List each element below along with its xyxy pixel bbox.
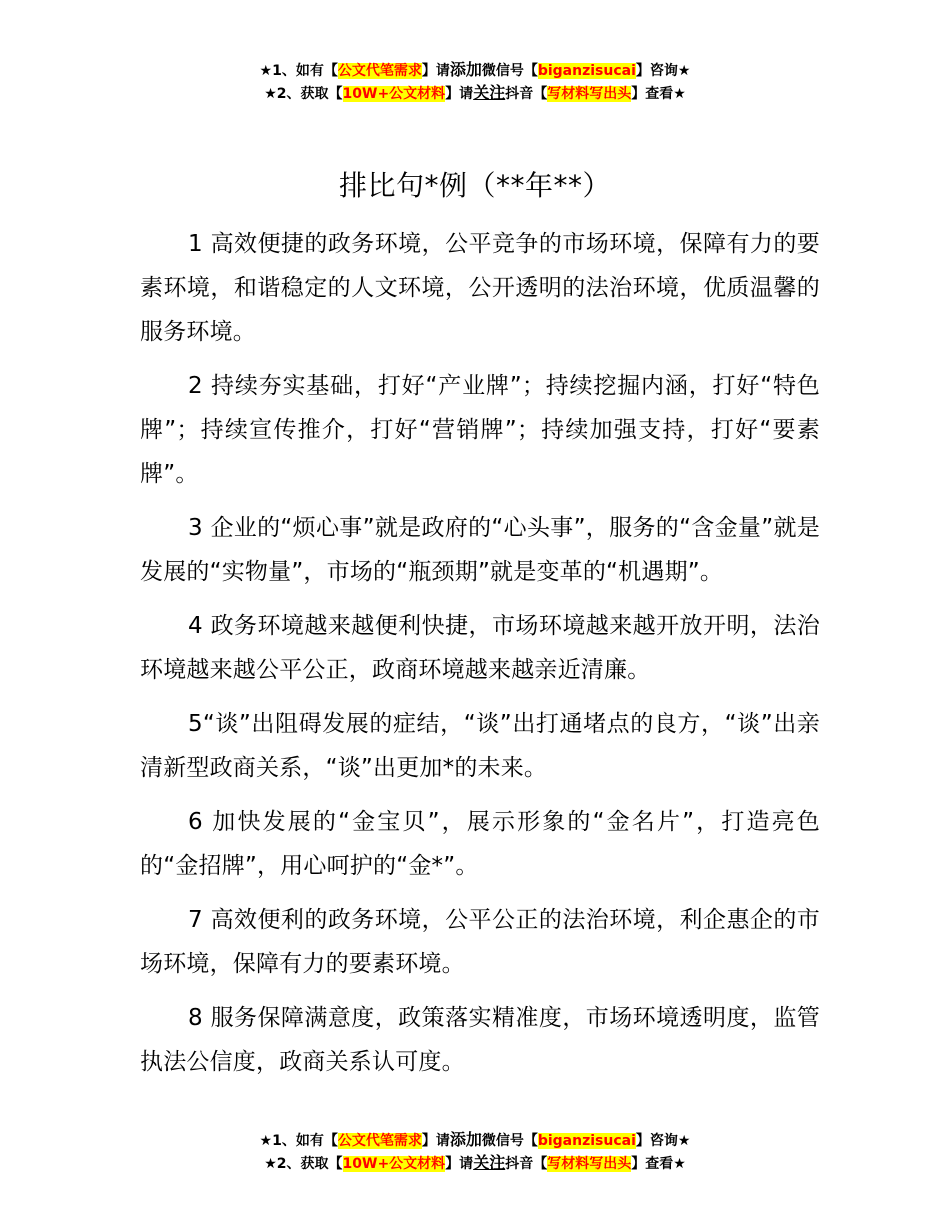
paragraph-3: 3 企业的“烦心事”就是政府的“心头事”，服务的“含金量”就是发展的“实物量”，市场的“瓶颈期”就是变革的“机遇期”。 [140,515,820,585]
banner-line-1: ★1、如有【公文代笔需求】请添加微信号【biganzisucai】咨询★ [259,1130,691,1149]
paragraph-4: 4 政务环境越来越便利快捷，市场环境越来越开放开明，法治环境越来越公平公正，政商环境越来越亲近清廉。 [140,613,820,683]
paragraph-7: 7 高效便利的政务环境，公平公正的法治环境，利企惠企的市场环境，保障有力的要素环境。 [140,907,820,977]
paragraph-2: 2 持续夯实基础，打好“产业牌”；持续挖掘内涵，打好“特色牌”；持续宣传推介，打好“营销牌”；持续加强支持，打好“要素牌”。 [140,373,820,487]
highlight-douyin-account: 写材料写出头 [547,1156,632,1172]
highlight-writing-service: 公文代笔需求 [337,63,422,79]
highlight-wechat-id: biganzisucai [537,63,636,79]
footer-banner [0,1129,950,1175]
highlight-wechat-id: biganzisucai [537,1133,636,1149]
header-banner [0,59,950,105]
paragraph-6: 6 加快发展的“金宝贝”，展示形象的“金名片”，打造亮色的“金招牌”，用心呵护的“金*”。 [140,809,820,879]
banner-line-2: ★2、获取【10W+公文材料】请关注抖音【写材料写出头】查看★ [264,1153,686,1172]
banner-line-2: ★2、获取【10W+公文材料】请关注抖音【写材料写出头】查看★ [264,83,686,102]
paragraph-5: 5“谈”出阻碍发展的症结，“谈”出打通堵点的良方，“谈”出亲清新型政商关系，“谈”出更加*的未来。 [140,711,820,781]
banner-line-1: ★1、如有【公文代笔需求】请添加微信号【biganzisucai】咨询★ [259,60,691,79]
paragraph-8: 8 服务保障满意度，政策落实精准度，市场环境透明度，监管执法公信度，政商关系认可度。 [140,1005,820,1075]
highlight-writing-service: 公文代笔需求 [337,1133,422,1149]
highlight-materials: 10W+公文材料 [342,86,446,102]
paragraph-1: 1 高效便捷的政务环境，公平竞争的市场环境，保障有力的要素环境，和谐稳定的人文环境，公开透明的法治环境，优质温馨的服务环境。 [140,231,820,345]
highlight-douyin-account: 写材料写出头 [547,86,632,102]
document-body [140,222,820,1094]
document-title: 排比句*例（**年**） [338,169,611,202]
highlight-materials: 10W+公文材料 [342,1156,446,1172]
